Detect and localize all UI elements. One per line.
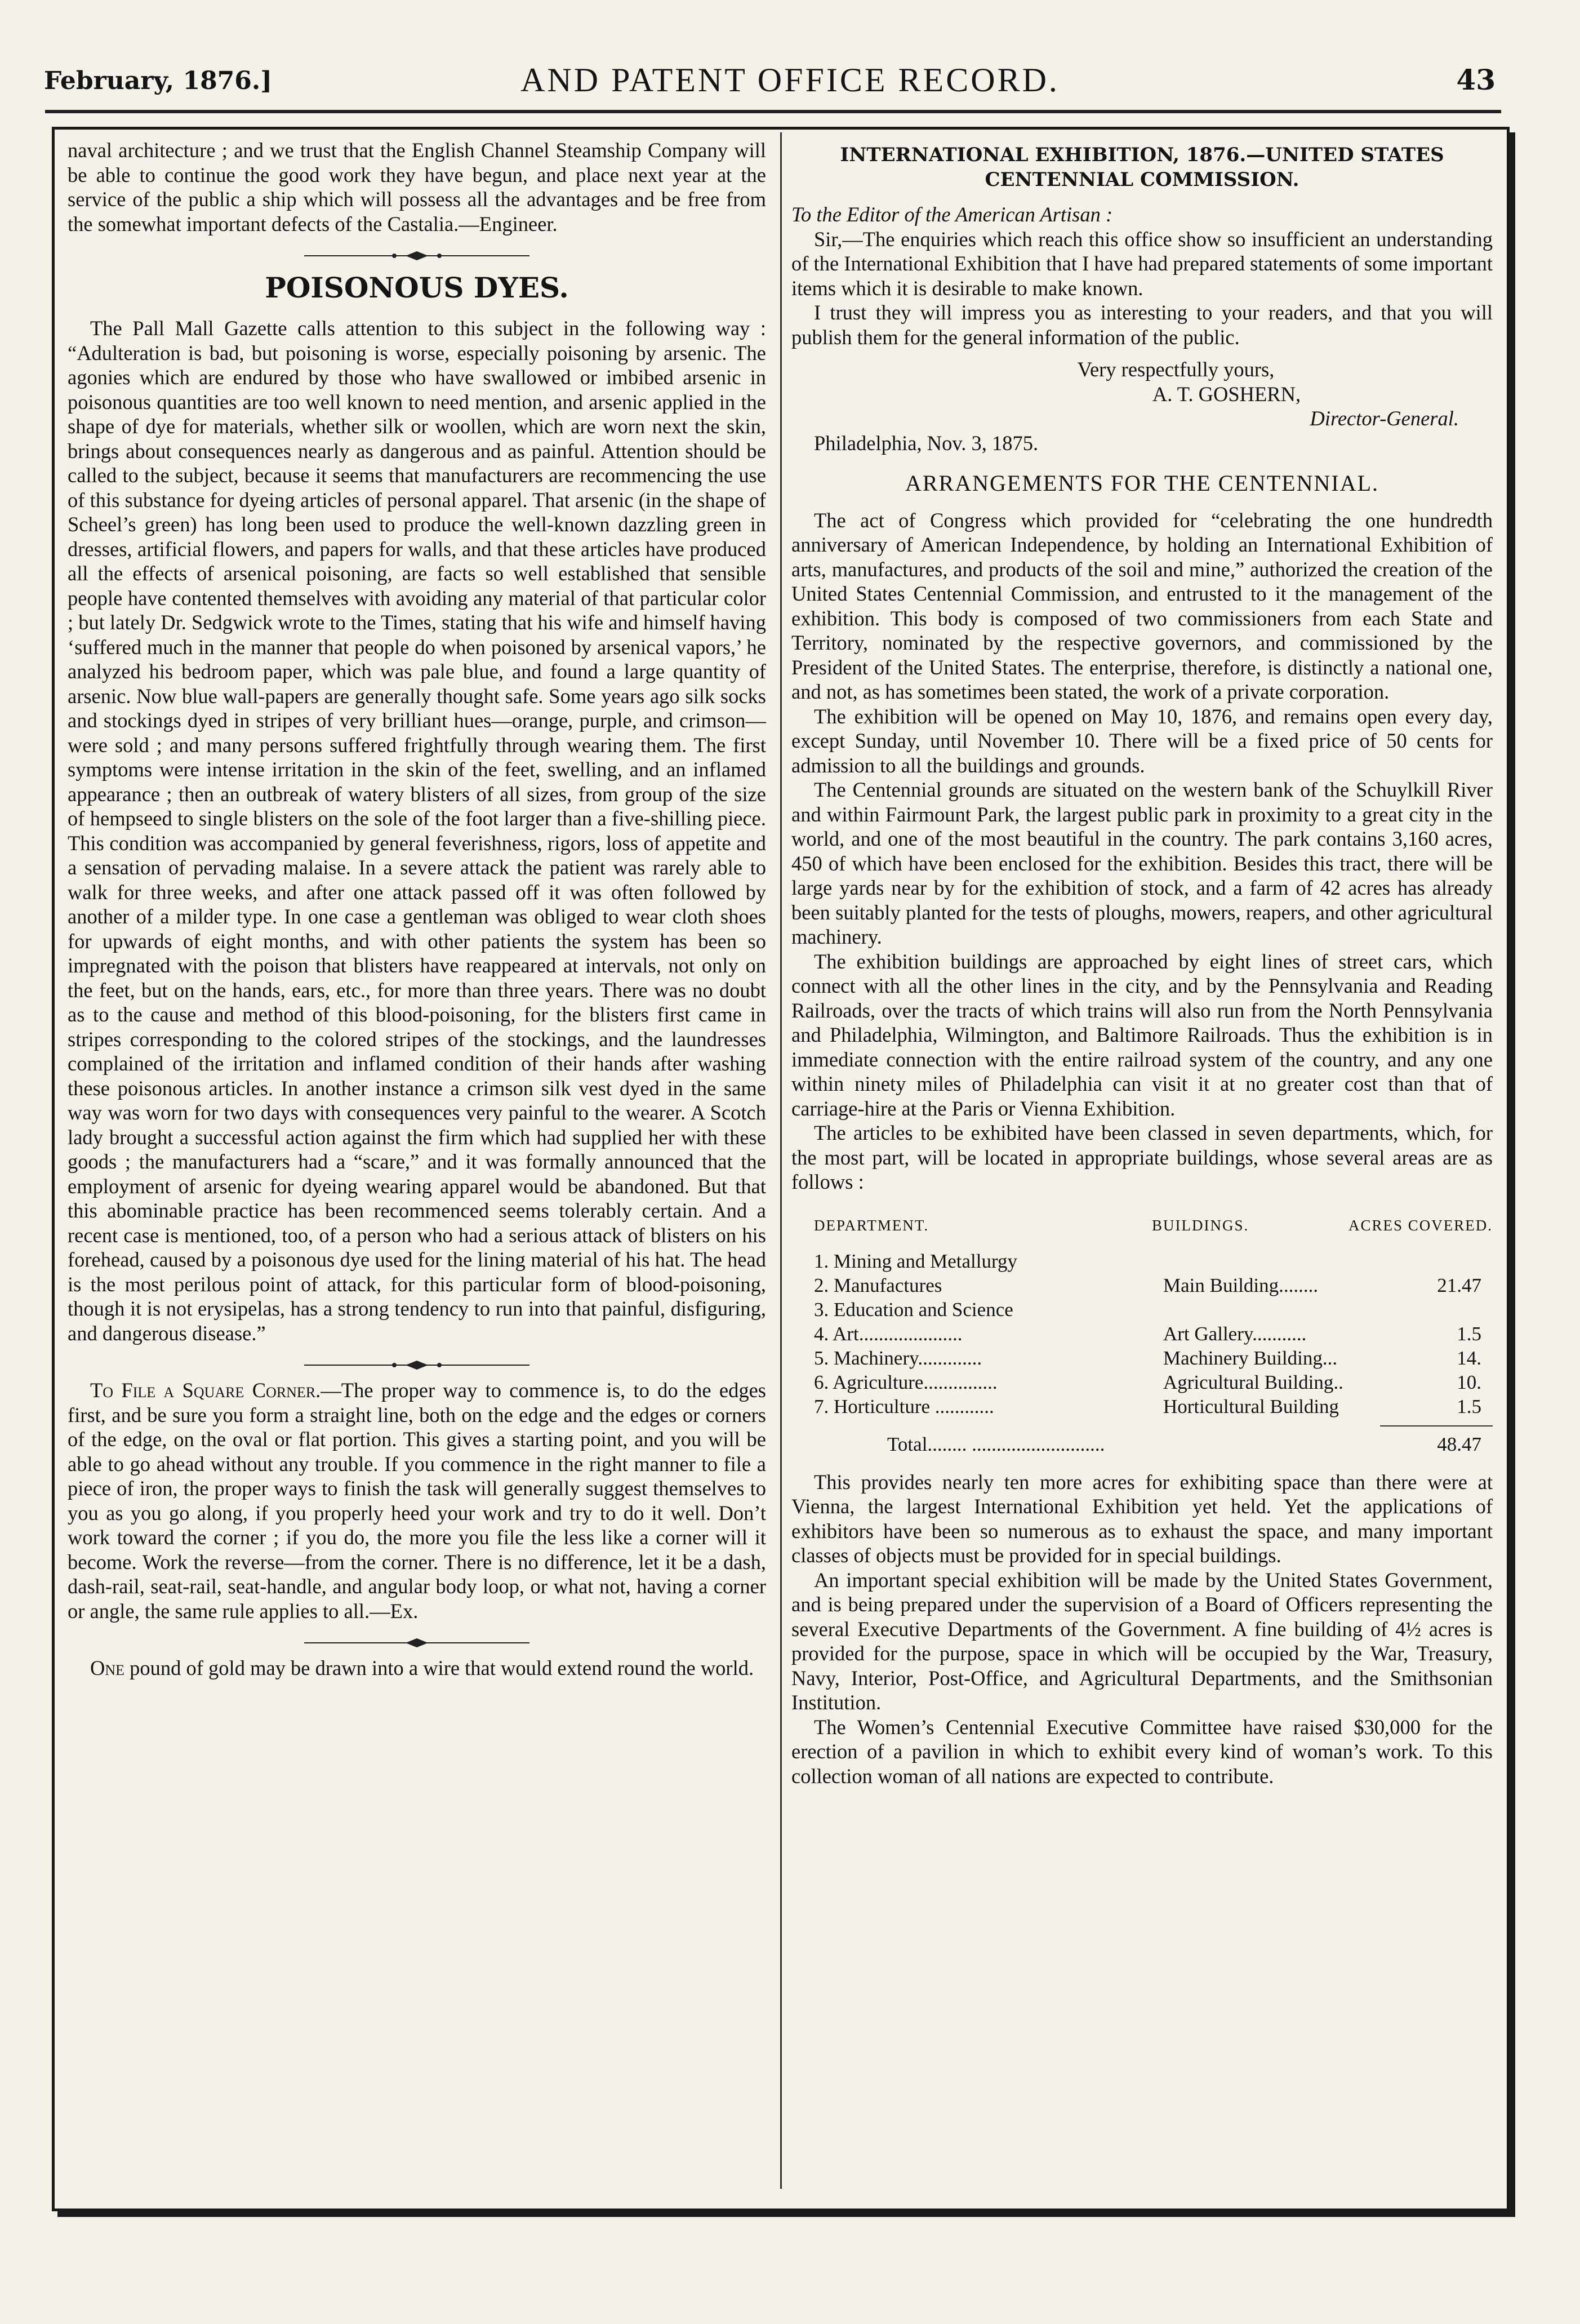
table-total-row [791,1432,1493,1456]
building-cell: Art Gallery........... [1163,1322,1307,1345]
table-header [791,1214,1493,1238]
column-divider [780,132,782,2189]
department-cell: 6. Agriculture............... [814,1371,998,1393]
acres-cell: 21.47 [1437,1274,1481,1296]
section-ornament [299,250,535,262]
building-cell [1163,1249,1388,1273]
arrangements-paragraph-7: An important special exhibition will be made by the United States Government, and is being prepared under the supervision of a Board of Officers representing the several Executive Departments of the Government. A fine building of 4½ acres is provided for the purpose, space in which will be occupied by the War, Treasury, Navy, Interior, Post-Office, and Agricultural Departments, and the Smithsonian Institution. [791,1568,1493,1714]
signature-title: Director-General. [1310,407,1459,430]
section-ornament [299,1359,535,1371]
square-corner-body: —The proper way to commence is, to do the edges first, and be sure you form a straight line, both on the edge and the edges or corners of the edge, on the oval or flat portion. This gives a starting point, and you will be able to go ahead without any trouble. If you commence in the right manner to file a piece of iron, the proper ways to finish the task will generally suggest themselves to you as you go along, if you properly heed your work and try to do it well. Don’t work toward the corner ; if you do, the more you file the less like a corner will it become. Work the reverse—from the corner. There is no difference, let it be a dash, dash-rail, seat-rail, seat-handle, and angular body loop, or what not, having a corner or angle, the same rule applies to all.—Ex. [68,1379,766,1623]
department-cell: 5. Machinery............. [814,1347,982,1369]
running-title: AND PATENT OFFICE RECORD. [520,61,1060,99]
acres-cell [1388,1249,1493,1273]
table-row [791,1322,1493,1346]
arrangements-heading: ARRANGEMENTS FOR THE CENTENNIAL. [905,470,1379,496]
signature-closing: Very respectfully yours, [1077,358,1275,381]
arrangements-paragraph-3: The Centennial grounds are situated on the western bank of the Schuylkill River and within Fairmount Park, the largest public park in proximity to a great city in the world, and one of the most beautiful in the country. The park contains 3,160 acres, 450 of which have been enclosed for the exhibition. Besides this tract, there will be large yards near by for the exhibition of stock, and a farm of 42 acres has already been suitably planted for the tests of ploughs, mowers, reapers, and other agricultural machinery. [791,778,1493,948]
letter-paragraph-2: I trust they will impress you as interesting to your readers, and that you will publish them for the general information of the public. [791,301,1493,349]
col-header-acres: ACRES COVERED. [1348,1216,1493,1234]
gold-wire-paragraph [68,1656,766,1681]
gold-wire-lead: One [90,1656,125,1679]
square-corner-paragraph [68,1378,766,1623]
building-cell: Horticultural Building [1163,1395,1339,1417]
arrangements-paragraph-6: This provides nearly ten more acres for exhibiting space than there were at Vienna, the largest International Exhibition yet held. Yet the applications of exhibitors have been so numerous as to exhaust the space, and many important classes of objects must be provided for in special buildings. [791,1470,1493,1567]
acres-cell: 10. [1457,1371,1481,1393]
acres-cell [1388,1297,1493,1322]
acres-cell: 1.5 [1457,1322,1481,1345]
table-row [791,1249,1493,1273]
acres-cell: 14. [1457,1347,1481,1369]
intl-exhibition-heading: INTERNATIONAL EXHIBITION, 1876.—UNITED STATES CENTENNIAL COMMISSION. [840,144,1444,191]
to-editor-line: To the Editor of the American Artisan : [791,203,1113,226]
intro-paragraph: naval architecture ; and we trust that the English Channel Steamship Company will be able to continue the good work they have begun, and place next year at the service of the public a ship which will possess all the advantages and be free from the somewhat important defects of the Castalia.—Engineer. [68,139,766,235]
col-header-department: DEPARTMENT. [814,1216,929,1234]
department-cell: 2. Manufactures [814,1274,942,1296]
building-cell: Main Building........ [1163,1274,1319,1296]
letter-signature [791,357,1493,455]
poisonous-dyes-body: The Pall Mall Gazette calls attention to this subject in the following way : “Adulteration is bad, but poisoning is worse, especially poisoning by arsenic. The agonies which are endured by those who have swallowed or imbibed arsenic in poisonous quantities are too well known to need mention, and arsenic applied in the shape of dye for materials, whether silk or woollen, which are worn next the skin, brings about consequences nearly as dangerous and as painful. Attention should be called to the subject, because it seems that manufacturers are recommencing the use of this substance for dyeing articles of personal apparel. That arsenic (in the shape of Scheel’s green) has long been used to produce the well-known dazzling green in dresses, artificial flowers, and papers for walls, and that these articles have produced all the effects of arsenical poisoning, are facts so well established that sensible people have contented themselves with avoiding any material of that particular color ; but lately Dr. Sedgwick wrote to the Times, stating that his wife and himself having ‘suffered much in the manner that people do when poisoned by arsenical vapors,’ he analyzed his bedroom paper, which was pale blue, and found a large quantity of arsenic. Now blue wall-papers are generally thought safe. Some years ago silk socks and stockings dyed in stripes of very brilliant hues—orange, purple, and crimson—were sold ; and many persons suffered frightfully through wearing them. The first symptoms were intense irritation in the skin of the feet, swelling, and an inflamed appearance ; then an outbreak of watery blisters of all sizes, from group of the size of hempseed to single blisters on the sole of the foot larger than a five-shilling piece. This condition was accompanied by general feverishness, rigors, loss of appetite and a sensation of pervading malaise. In a severe attack the patient was rarely able to walk for three weeks, and after one attack passed off it was often followed by another of a milder type. In one case a gentleman was obliged to wear cloth shoes for upwards of eight months, and with other patients the system has been so impregnated with the poison that blisters have reappeared at intervals, not only on the feet, but on the hands, ears, etc., for more than three years. There was no doubt as to the cause and method of this blood-poisoning, for the blisters first came in stripes corresponding to the colored stripes of the stockings, and the laundresses complained of the irritation and inflamed condition of their hands after washing these poisonous articles. In another instance a crimson silk vest dyed in the same way was worn for two days with consequences very painful to the wearer. A Scotch lady brought a successful action against the firm which had supplied her with these goods ; the manufacturers had a “scare,” and it was formally announced that the employment of arsenic for dyeing wearing apparel would be abandoned. But that this abominable practice has been recommenced seems tolerably certain. And a recent case is mentioned, too, of a person who had a serious attack of blisters on his forehead, caused by a poisonous dye used for the lining material of his hat. The head is the most perilous point of attack, for this particular form of blood-poisoning, though it is not erysipelas, has a strong tendency to run into that painful, disfiguring, and dangerous disease.” [68,317,766,1345]
acres-cell: 1.5 [1457,1395,1481,1417]
arrangements-paragraph-1: The act of Congress which provided for “celebrating the one hundredth anniversary of American Independence, by holding an International Exhibition of arts, manufactures, and products of the soil and mine,” authorized the creation of the United States Centennial Commission, and entrusted to it the management of the exhibition. This body is composed of two commissioners from each State and Territory, nominated by the respective governors, and commissioned by the President of the United States. The enterprise, therefore, is distinctly a national one, and not, as has sometimes been stated, the work of a private corporation. [791,508,1493,703]
square-corner-lead: To File a Square Corner. [90,1379,321,1402]
total-rule [1380,1425,1493,1427]
arrangements-paragraph-8: The Women’s Centennial Executive Committee have raised $30,000 for the erection of a pavilion in which to exhibit every kind of woman’s work. To this collection woman of all nations are expected to contribute. [791,1715,1493,1788]
signature-name: A. T. GOSHERN, [1152,382,1301,406]
building-cell: Agricultural Building.. [1163,1371,1343,1393]
building-cell [1163,1297,1388,1322]
table-row [791,1297,1493,1322]
page-header [0,0,1580,130]
col-header-buildings: BUILDINGS. [1152,1216,1249,1234]
right-column [791,138,1493,1788]
department-cell: 1. Mining and Metallurgy [814,1250,1017,1272]
total-label: Total........ ........................... [887,1433,1105,1455]
table-row [791,1273,1493,1297]
department-cell: 3. Education and Science [814,1298,1013,1321]
department-cell: 7. Horticulture ............ [814,1395,994,1417]
gold-wire-body: pound of gold may be drawn into a wire that would extend round the world. [124,1656,754,1679]
table-row [791,1394,1493,1419]
issue-date: February, 1876.] [44,66,273,95]
arrangements-paragraph-2: The exhibition will be opened on May 10, 1876, and remains open every day, except Sunday, until November 10. There will be a fixed price of 50 cents for admission to all the buildings and grounds. [791,704,1493,777]
arrangements-paragraph-5: The articles to be exhibited have been classed in seven departments, which, for the most part, will be located in appropriate buildings, whose several areas are as follows : [791,1121,1493,1193]
poisonous-dyes-heading: POISONOUS DYES. [265,271,569,304]
arrangements-paragraph-4: The exhibition buildings are approached by eight lines of street cars, which connect with all the other lines in the city, and by the Pennsylvania and Reading Railroads, over the tracts of which trains will also run from the North Pennsylvania and Philadelphia, Wilmington, and Baltimore Railroads. Thus the exhibition is in immediate connection with the entire railroad system of the country, and any one within ninety miles of Philadelphia can visit it at no greater cost than that of carriage-hire at the Paris or Vienna Exhibition. [791,949,1493,1120]
header-rule [45,110,1501,113]
letter-paragraph-1: Sir,—The enquiries which reach this office show so insufficient an understanding of the International Exhibition that I have had prepared statements of some important items which it is desirable to make known. [791,227,1493,300]
building-cell: Machinery Building... [1163,1347,1338,1369]
signature-place-date: Philadelphia, Nov. 3, 1875. [814,431,1039,455]
page-number: 43 [1456,63,1496,96]
table-row [791,1346,1493,1370]
table-row [791,1370,1493,1394]
total-value: 48.47 [1437,1433,1481,1455]
section-ornament [299,1637,535,1649]
departments-table [791,1214,1493,1456]
left-column [68,138,766,1681]
department-cell: 4. Art..................... [814,1322,963,1345]
